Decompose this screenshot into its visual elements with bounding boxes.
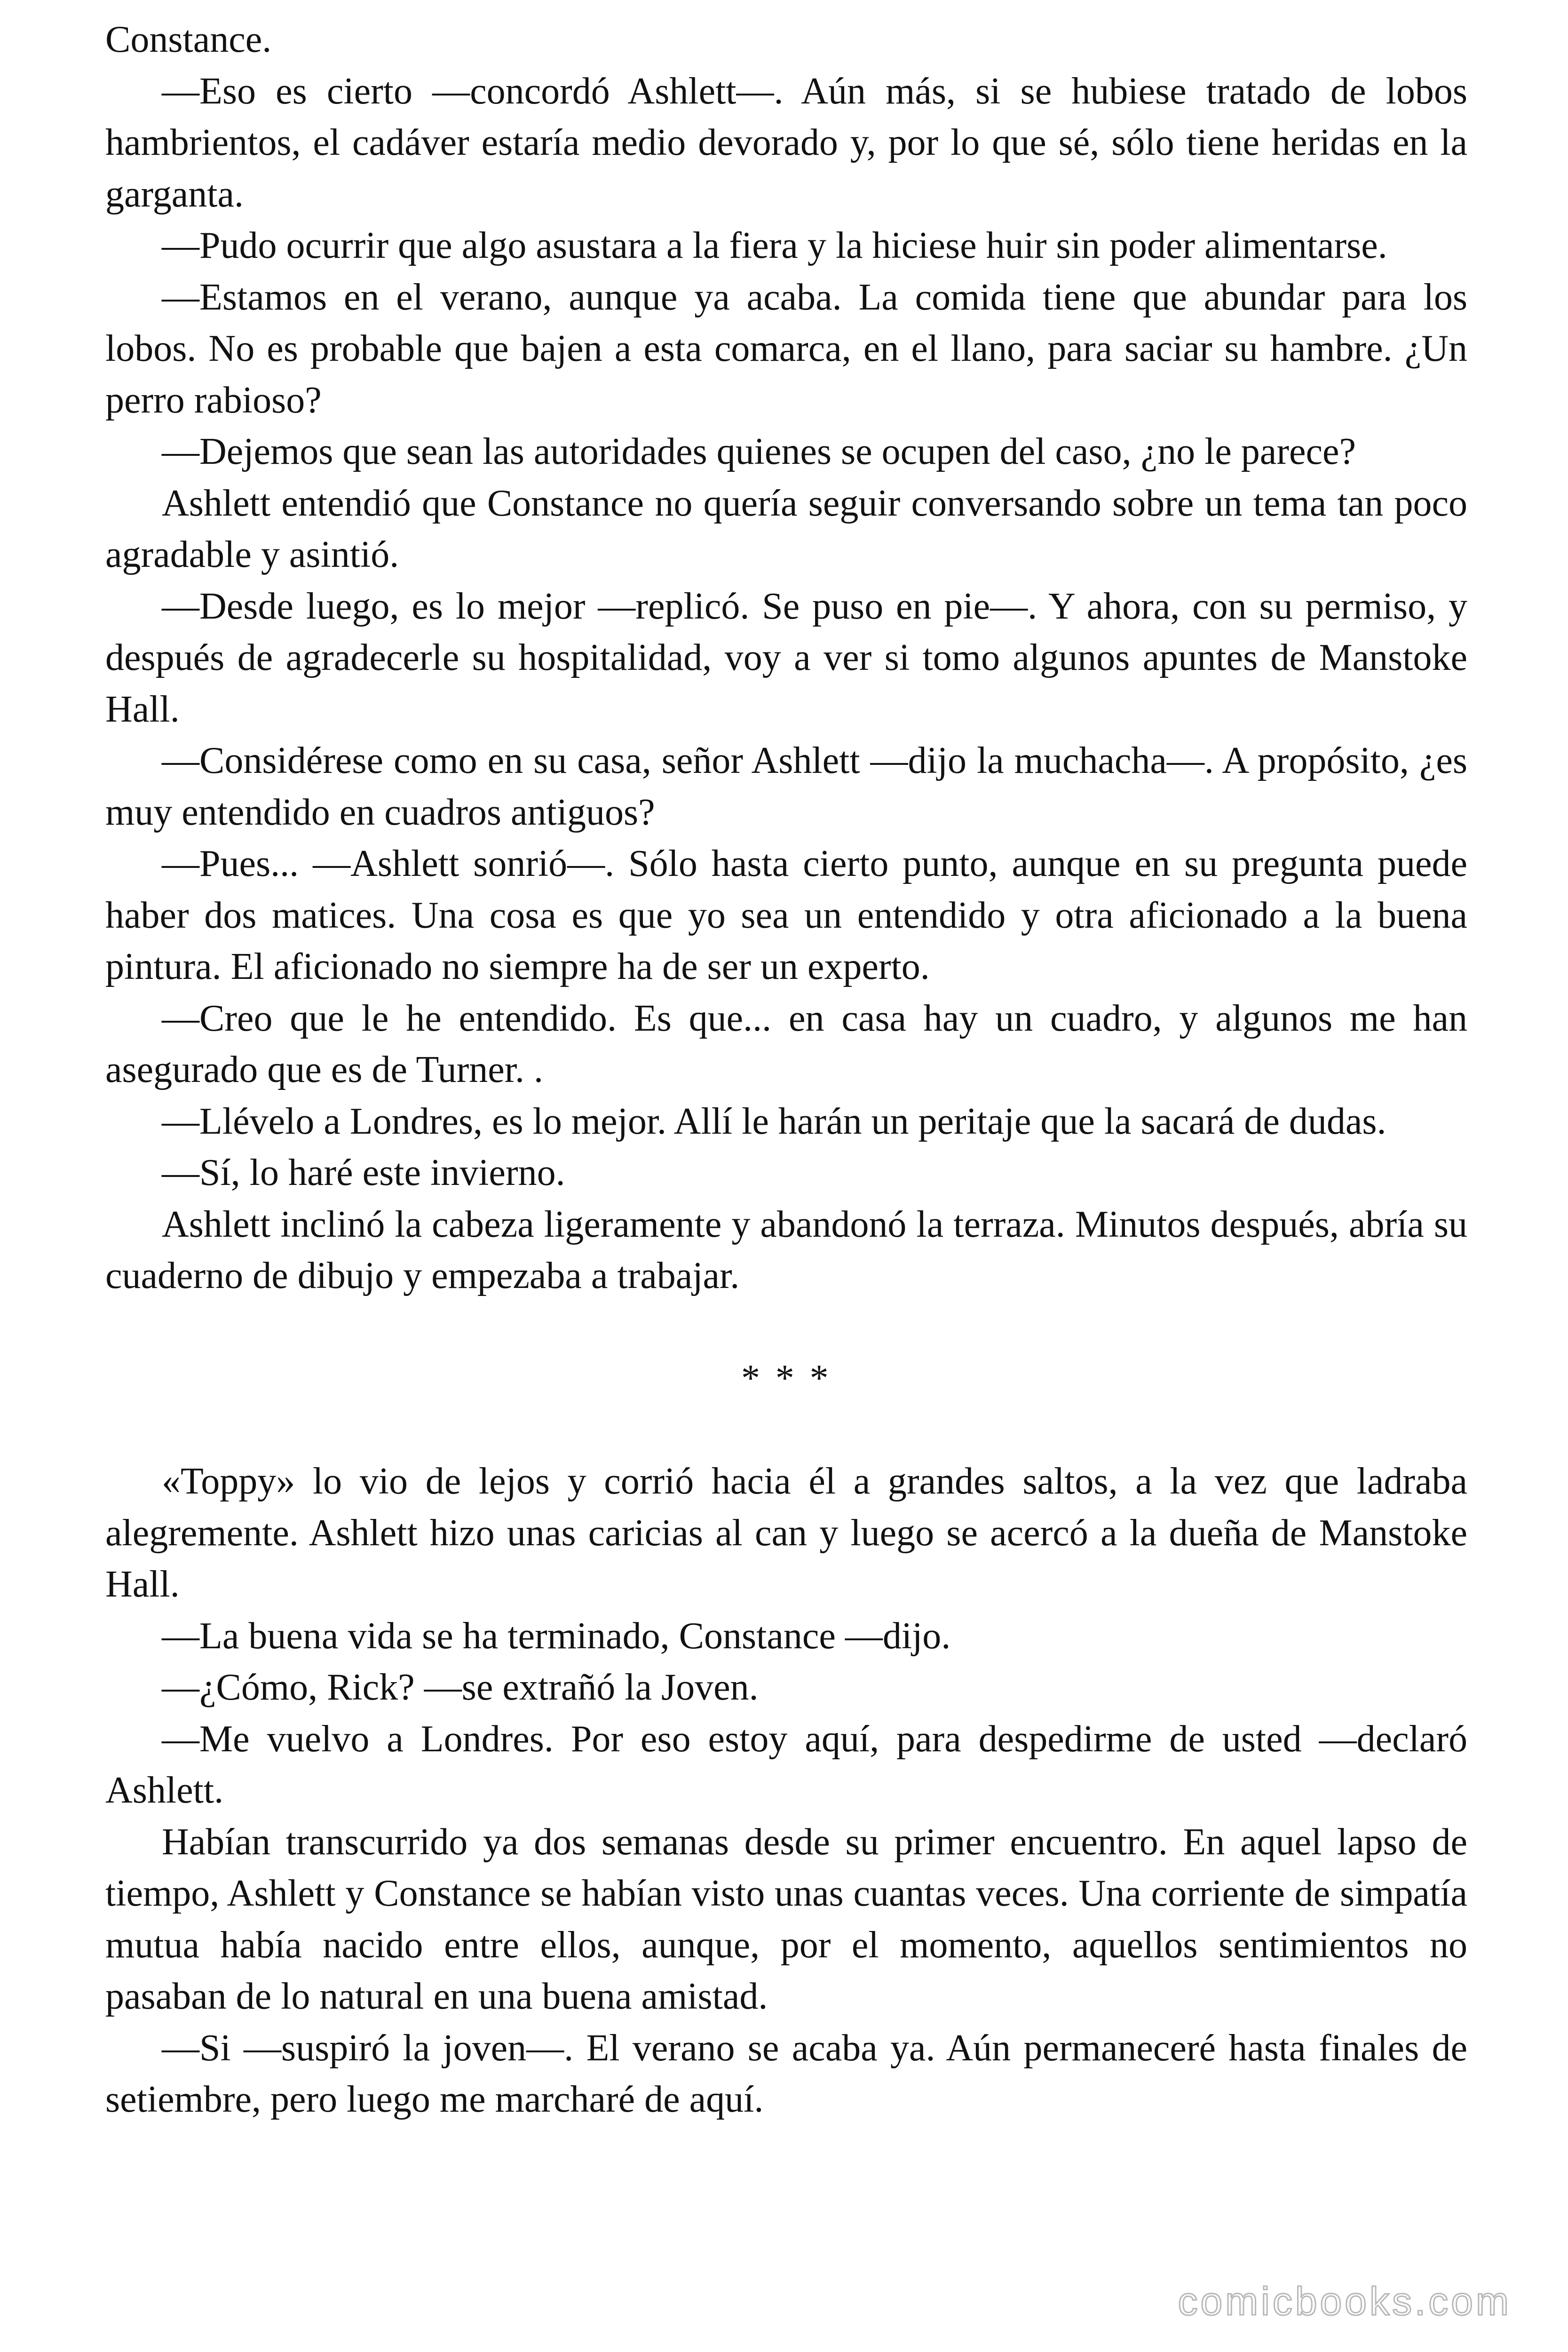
paragraph: «Toppy» lo vio de lejos y corrió hacia él a grandes saltos, a la vez que ladraba alegremente. Ashlett hizo unas caricias al can y luego se acercó a la dueña de Manstoke Hall. <box>105 1461 1467 1605</box>
paragraph: —Pues... —Ashlett sonrió—. Sólo hasta cierto punto, aunque en su pregunta puede haber dos matices. Una cosa es que yo sea un entendido y otra aficionado a la buena pintura. El aficionado no siempre ha de ser un experto. <box>105 843 1467 987</box>
paragraph: Ashlett entendió que Constance no quería seguir conversando sobre un tema tan poco agradable y asintió. <box>105 482 1467 575</box>
paragraph: —Sí, lo haré este invierno. <box>162 1152 565 1193</box>
section-separator: * * * <box>741 1357 832 1399</box>
paragraph: —Eso es cierto —concordó Ashlett—. Aún más, si se hubiese tratado de lobos hambrientos, el cadáver estaría medio devorado y, por lo que sé, sólo tiene heridas en la garganta. <box>105 70 1467 215</box>
book-page-text <box>105 14 1467 2126</box>
paragraph: —Dejemos que sean las autoridades quienes se ocupen del caso, ¿no le parece? <box>162 431 1356 472</box>
paragraph: —Me vuelvo a Londres. Por eso estoy aquí, para despedirme de usted —declaró Ashlett. <box>105 1718 1467 1811</box>
paragraph: —Estamos en el verano, aunque ya acaba. La comida tiene que abundar para los lobos. No es probable que bajen a esta comarca, en el llano, para saciar su hambre. ¿Un perro rabioso? <box>105 276 1467 421</box>
paragraph: —Si —suspiró la joven—. El verano se acaba ya. Aún permaneceré hasta finales de setiembre, pero luego me marcharé de aquí. <box>105 2027 1467 2120</box>
watermark: comicbooks.com <box>1178 2279 1512 2323</box>
paragraph: —Creo que le he entendido. Es que... en casa hay un cuadro, y algunos me han asegurado que es de Turner. . <box>105 997 1467 1090</box>
paragraph: Habían transcurrido ya dos semanas desde su primer encuentro. En aquel lapso de tiempo, Ashlett y Constance se habían visto unas cuantas veces. Una corriente de simpatía mutua había nacido entre ellos, aunque, por el momento, aquellos sentimientos no pasaban de lo natural en una buena amistad. <box>105 1821 1467 2017</box>
paragraph: —Desde luego, es lo mejor —replicó. Se puso en pie—. Y ahora, con su permiso, y después de agradecerle su hospitalidad, voy a ver si tomo algunos apuntes de Manstoke Hall. <box>105 585 1467 730</box>
paragraph: —La buena vida se ha terminado, Constance —dijo. <box>162 1615 951 1657</box>
paragraph: —Pudo ocurrir que algo asustara a la fiera y la hiciese huir sin poder alimentarse. <box>162 225 1387 266</box>
paragraph: —Llévelo a Londres, es lo mejor. Allí le harán un peritaje que la sacará de dudas. <box>162 1100 1386 1142</box>
paragraph: —Considérese como en su casa, señor Ashlett —dijo la muchacha—. A propósito, ¿es muy entendido en cuadros antiguos? <box>105 740 1467 833</box>
paragraph: Constance. <box>105 19 272 60</box>
paragraph: —¿Cómo, Rick? —se extrañó la Joven. <box>162 1667 759 1708</box>
paragraph: Ashlett inclinó la cabeza ligeramente y abandonó la terraza. Minutos después, abría su cuaderno de dibujo y empezaba a trabajar. <box>105 1203 1467 1296</box>
